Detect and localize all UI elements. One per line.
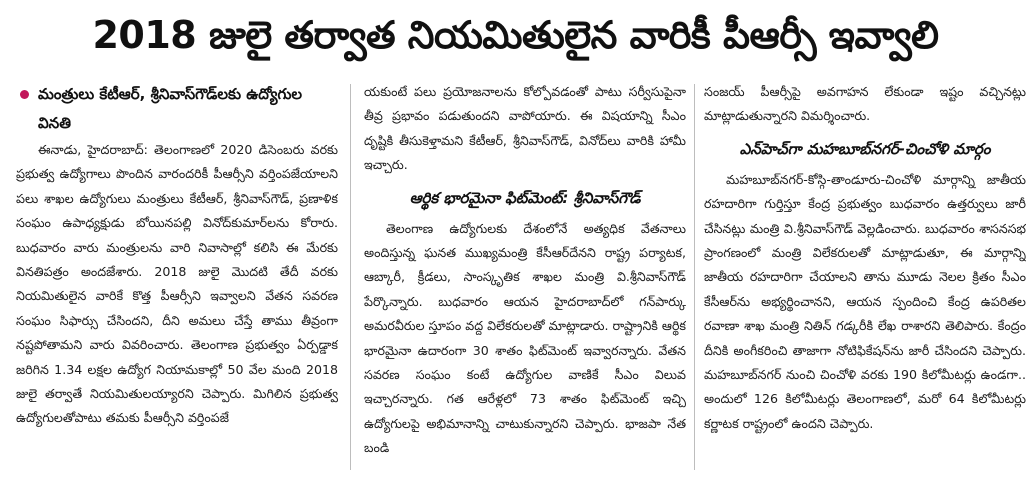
bullet-icon [20, 90, 29, 99]
article-body: యకుంటే పలు ప్రయోజనాలను కోల్పోవడంతో పాటు సర్వీసుపైనా తీవ్ర ప్రభావం పడుతుందని వాపోయారు. ఈ విషయాన్ని సీఎం దృష్టికి తీసుకెళ్తామని కేటీఆర్‌, శ్రీనివాస్‌గౌడ్‌, వినోద్‌లు వారికి హామీ ఇచ్చారు. [364, 84, 686, 173]
headline: 2018 జులై తర్వాత నియమితులైన వారికీ పీఆర్సీ ఇవ్వాలి [92, 13, 939, 57]
column-divider [350, 84, 351, 470]
article-body: సంజయ్‌ పీఆర్సీపై అవగాహన లేకుండా ఇష్టం వచ్చినట్లు మాట్లాడుతున్నారని విమర్శించారు. [704, 84, 1026, 124]
article-body: తెలంగాణ ఉద్యోగులకు దేశంలోనే అత్యధిక వేతనాలు అందిస్తున్న ఘనత ముఖ్యమంత్రి కేసీఆర్‌దేనని రాష్ట్ర పర్యాటక, ఆబ్కారీ, క్రీడలు, సాంస్కృతిక శాఖల మంత్రి వి.శ్రీనివాస్‌గౌడ్‌ పేర్కొన్నారు. బుధవారం ఆయన హైదరాబాద్‌లో గన్‌పార్కు అమరవీరుల స్తూపం వద్ద విలేకరులతో మాట్లాడారు. రాష్ట్రానికి ఆర్థిక భారమైనా ఉదారంగా 30 శాతం ఫిట్‌మెంట్‌ ఇవ్వారన్నారు. వేతన సవరణ సంఘం కంటే ఉద్యోగుల వాణికే సీఎం విలువ ఇచ్చారన్నారు. గత ఆరేళ్లలో 73 శాతం ఫిట్‌మెంట్‌ ఇచ్చి ఉద్యోగులపై అభిమానాన్ని చాటుకున్నారని చెప్పారు. భాజపా నేత బండి [364, 220, 686, 456]
subheading-text: మంత్రులు కేటీఆర్‌, శ్రీనివాస్‌గౌడ్‌లకు ఉద్యోగుల వినతి [38, 85, 303, 132]
article-body: మహబూబ్‌నగర్‌-కోస్గి-తాండూరు-చించోళి మార్గాన్ని జాతీయ రహదారిగా గుర్తిస్తూ కేంద్ర ప్రభుత్వం బుధవారం ఉత్తర్వులు జారీ చేసినట్లు మంత్రి వి.శ్రీనివాస్‌గౌడ్‌ వెల్లడించారు. బుధవారం శాసనసభ ప్రాంగణంలో మంత్రి విలేకరులతో మాట్లాడుతూ, ఈ మార్గాన్ని జాతీయ రహదారిగా చేయాలని తాను మూడు నెలల క్రితం సీఎం కేసీఆర్‌ను అభ్యర్థించానని, ఆయన స్పందించి కేంద్ర ఉపరితల రవాణా శాఖ మంత్రి నితిన్‌ గడ్కరీకి లేఖ రాశారని తెలిపారు. కేంద్రం దీనికి అంగీకరించి తాజాగా నోటిఫికేషన్‌ను జారీ చేసిందని చెప్పారు. మహబూబ్‌నగర్‌ నుంచి చించోళి వరకు 190 కిలోమీటర్లు ఉండగా.. అందులో 126 కిలోమీటర్లు తెలంగాణలో, మరో 64 కిలోమీటర్లు కర్ణాటక రాష్ట్రంలో ఉందని చెప్పారు. [704, 171, 1026, 431]
subheading: ఆర్థిక భారమైనా ఫిట్‌మెంట్‌: శ్రీనివాస్‌గౌడ్‌ [409, 188, 641, 207]
article-column-3 [704, 80, 1026, 477]
article-column-2 [364, 80, 686, 477]
column-divider [694, 84, 695, 470]
subheading: ఎన్‌హెచ్‌గా మహబూబ్‌నగర్‌-చించోళి మార్గం [739, 139, 991, 158]
article-body: ఈనాడు, హైదరాబాద్‌: తెలంగాణలో 2020 డిసెంబరు వరకు ప్రభుత్వ ఉద్యోగాలు పొందిన వారందరికీ పీఆర్సీని వర్తింపజేయాలని పలు శాఖల ఉద్యోగులు మంత్రులు కేటీఆర్‌, శ్రీనివాస్‌గౌడ్‌, ప్రణాళిక సంఘం ఉపాధ్యక్షుడు బోయినపల్లి వినోద్‌కుమార్‌లను కోరారు. బుధవారం వారు మంత్రులను వారి నివాసాల్లో కలిసి ఈ మేరకు వినతిపత్రం అందజేశారు. 2018 జులై మొదటి తేదీ వరకు నియమితులైన వారికే కొత్త పీఆర్సీని ఇవ్వాలని వేతన సవరణ సంఘం సిఫార్సు చేసిందని, దీని అమలు చేస్తే తాము తీవ్రంగా నష్టపోతామని వారు వివరించారు. తెలంగాణ ప్రభుత్వం ఏర్పడ్డాక జరిగిన 1.34 లక్షల ఉద్యోగ నియామకాల్లో 50 వేల మంది 2018 జులై తర్వాతే నియమితులయ్యారని చెప్పారు. మిగిలిన ప్రభుత్వ ఉద్యోగులతోపాటు తమకు పీఆర్సీని వర్తింపజే [16, 142, 338, 426]
subheading [16, 80, 338, 138]
article-column-1 [16, 80, 338, 477]
